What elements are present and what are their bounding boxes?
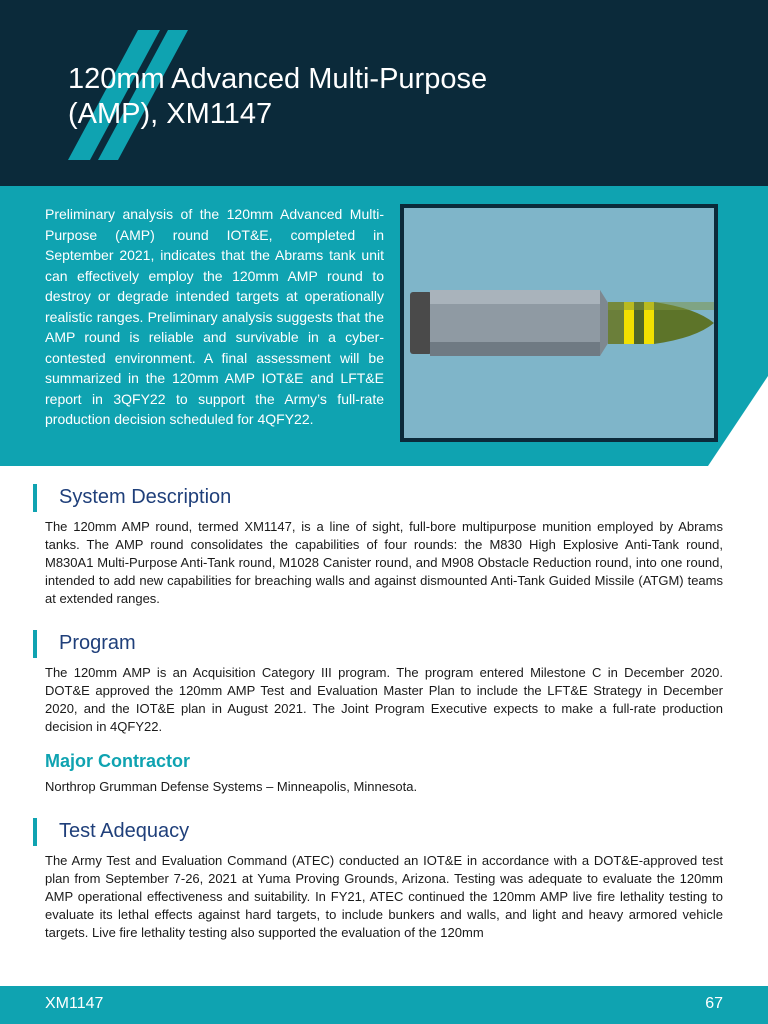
- system-description-text: The 120mm AMP round, termed XM1147, is a line of sight, full-bore multipurpose munition employed by Abrams tanks. The AMP round consolidates the capabilities of four rounds: the M830 High Explosive Anti-Tank round, M830A1 Multi-Purpose Anti-Tank round, M1028 Canister round, and M908 Obstacle Reduction round, into one round, intended to add new capabilities for breaching walls and against dismounted Anti-Tank Guided Missile (ATGM) teams at extended ranges.: [45, 519, 723, 606]
- program-heading: [45, 630, 723, 656]
- system-description-heading-text: System Description: [59, 486, 232, 508]
- heading-accent-bar: [33, 818, 37, 846]
- test-adequacy-text: The Army Test and Evaluation Command (ATEC) conducted an IOT&E in accordance with a DOT&E-approved test plan from September 7-26, 2021 at Yuma Proving Grounds, Arizona. Testing was adequate to evaluate the 120mm AMP operational effectiveness and suitability. In FY21, ATEC continued the 120mm AMP live fire lethality testing to evaluate its lethal effects against hard targets, to include bunkers and walls, and light and heavy armored vehicle targets. Live fire lethality testing also supported the evaluation of the 120mm: [45, 853, 723, 940]
- amp-round-image-icon: [400, 204, 718, 442]
- heading-accent-bar: [33, 630, 37, 658]
- footer-system-name: XM1147: [45, 995, 104, 1012]
- intro-summary: Preliminary analysis of the 120mm Advanced Multi-Purpose (AMP) round IOT&E, completed in September 2021, indicates that the Abrams tank unit can effectively employ the 120mm AMP round to destroy or degrade intended targets at operationally realistic ranges. Preliminary analysis suggests that the AMP round is reliable and survivable in a cyber-contested environment. A final assessment will be summarized in the 120mm AMP IOT&E and LFT&E report in 3QFY22 to support the Army’s full-rate production decision scheduled for 4QFY22.: [45, 206, 384, 427]
- page-footer: [0, 986, 768, 1024]
- program-heading-text: Program: [59, 632, 136, 654]
- page-title: [68, 62, 708, 132]
- amp-round-photo: [400, 204, 718, 442]
- heading-accent-bar: [33, 484, 37, 512]
- page-title-line-1: 120mm Advanced Multi-Purpose: [68, 63, 488, 95]
- system-description-heading: [45, 484, 723, 510]
- test-adequacy-heading-text: Test Adequacy: [59, 820, 190, 842]
- main-content: [45, 480, 723, 942]
- major-contractor-heading: Major Contractor: [45, 751, 191, 771]
- major-contractor-text: Northrop Grumman Defense Systems – Minneapolis, Minnesota.: [45, 779, 418, 794]
- page-title-line-2: (AMP), XM1147: [68, 98, 273, 130]
- page-header: [0, 0, 768, 186]
- program-text: The 120mm AMP is an Acquisition Category III program. The program entered Milestone C in December 2020. DOT&E approved the 120mm AMP Test and Evaluation Master Plan to include the LFT&E Strategy in December 2020, and the IOT&E plan in August 2021. The Joint Program Executive expects to make a full-rate production decision in 4QFY22.: [45, 665, 723, 734]
- footer-page-number: 67: [705, 995, 723, 1012]
- test-adequacy-heading: [45, 818, 723, 844]
